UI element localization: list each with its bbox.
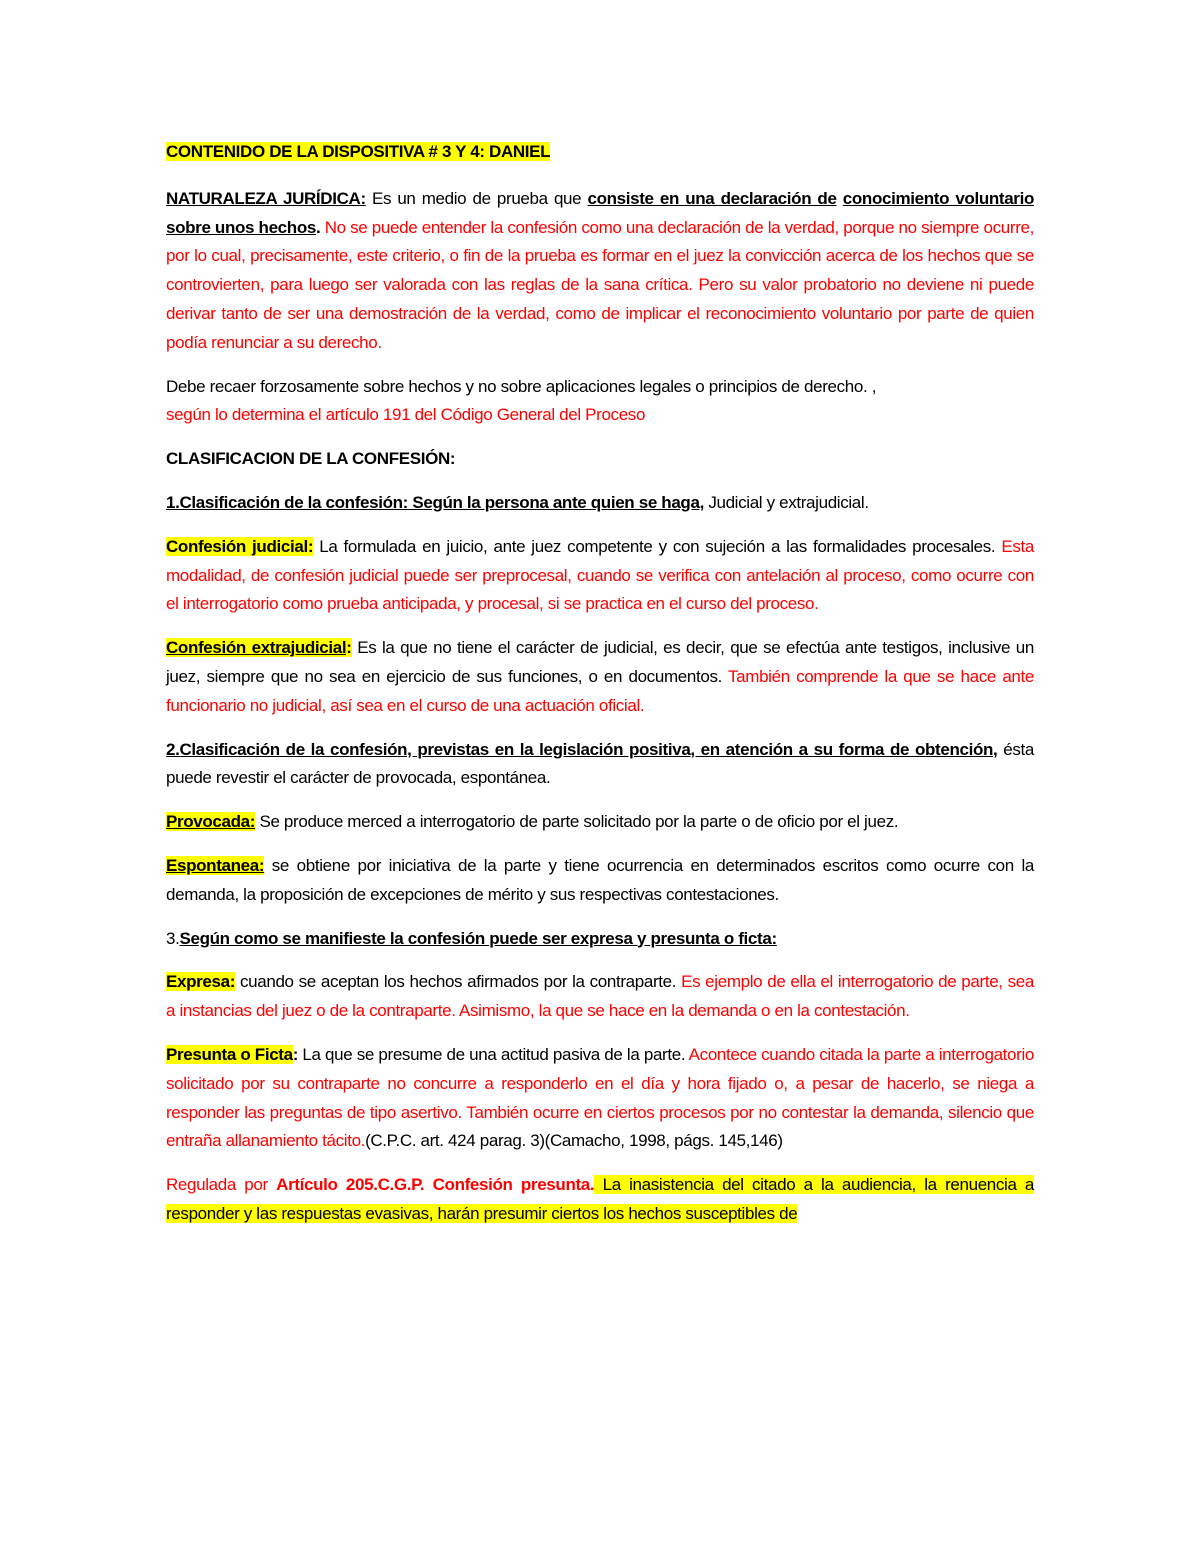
paragraph-sec1 [166, 489, 1034, 518]
debe-text: Debe recaer forzosamente sobre hechos y no sobre aplicaciones legales o principios de derecho. , [166, 376, 877, 396]
document-page [166, 138, 1034, 1244]
judicial-label: Confesión judicial: [166, 536, 314, 556]
paragraph-sec2 [166, 736, 1034, 794]
debe-red-text: según lo determina el artículo 191 del Código General del Proceso [166, 405, 646, 425]
title-text: CONTENIDO DE LA DISPOSITIVA # 3 Y 4: DANIEL [166, 142, 551, 161]
paragraph-judicial [166, 533, 1034, 619]
sec3-prefix: 3. [166, 928, 180, 948]
sec1-tail: Judicial y extrajudicial. [703, 492, 869, 512]
provocada-text: Se produce merced a interrogatorio de parte solicitado por la parte o de oficio por el juez. [255, 812, 899, 832]
regulada-prefix: Regulada por [166, 1175, 277, 1195]
paragraph-espontanea [166, 852, 1034, 910]
sec2-heading: 2.Clasificación de la confesión, previstas en la legislación positiva, en atención a su forma de obtención, [166, 739, 998, 759]
espontanea-text: se obtiene por iniciativa de la parte y tiene ocurrencia en determinados escritos como ocurre con la demanda, la proposición de excepciones de mérito y sus respectivas contestaciones. [166, 855, 1034, 904]
clasificacion-heading: CLASIFICACION DE LA CONFESIÓN: [166, 449, 456, 469]
ficta-colon: : [292, 1044, 299, 1064]
document-title [166, 138, 1034, 167]
ficta-label: Presunta o Ficta [166, 1044, 293, 1064]
sec2-tail: ésta puede revestir el carácter de provocada, espontánea. [166, 739, 1035, 788]
extrajudicial-text: Es la que no tiene el carácter de judicial, es decir, que se efectúa ante testigos, inclusive un juez, siempre que no sea en ejercicio de sus funciones, o en documentos. [166, 638, 1034, 686]
extrajudicial-red-text: También comprende la que se hace ante funcionario no judicial, así sea en el curso de una actuación oficial. [166, 666, 1035, 715]
paragraph-provocada [166, 808, 1034, 837]
judicial-text: La formulada en juicio, ante juez competente y con sujeción a las formalidades procesales. [313, 536, 996, 556]
paragraph-naturaleza [166, 185, 1034, 358]
paragraph-sec3 [166, 925, 1034, 954]
provocada-label: Provocada: [166, 812, 256, 832]
judicial-red-text: Esta modalidad, de confesión judicial puede ser preprocesal, cuando se verifica con antelación al proceso, como ocurre con el interrogatorio como prueba anticipada, y procesal, si se practica en el curso del proceso. [166, 536, 1034, 614]
extrajudicial-label: Confesión extrajudicial [166, 638, 347, 658]
expresa-red-text: Es ejemplo de ella el interrogatorio de parte, sea a instancias del juez o de la contraparte. Asimismo, la que se hace en la demanda o en la contestación. [166, 972, 1035, 1021]
expresa-text: cuando se aceptan los hechos afirmados por la contraparte. [235, 972, 677, 992]
expresa-label: Expresa: [166, 972, 236, 992]
paragraph-debe [166, 373, 1034, 431]
paragraph-extrajudicial [166, 634, 1034, 720]
naturaleza-red-text: No se puede entender la confesión como una declaración de la verdad, porque no siempre ocurre, por lo cual, precisamente, este criterio, o fin de la prueba es formar en el juez la convicción acerca de los hechos que se controvierten, para luego ser valorada con las reglas de la sana crítica. Pero su valor probatorio no deviene ni puede derivar tanto de ser una demostración de la verdad, como de implicar el reconocimiento voluntario por parte de quien podía renunciar a su derecho. [166, 217, 1034, 352]
naturaleza-underline-2: conocimiento voluntario sobre unos hechos [166, 188, 1034, 237]
paragraph-ficta [166, 1041, 1034, 1156]
espontanea-label: Espontanea: [166, 855, 265, 875]
ficta-citation: (C.P.C. art. 424 parag. 3)(Camacho, 1998, págs. 145,146) [365, 1131, 783, 1151]
extrajudicial-colon: : [346, 638, 352, 658]
naturaleza-label: NATURALEZA JURÍDICA: [166, 188, 366, 208]
ficta-red-text: Acontece cuando citada la parte a interrogatorio solicitado por su contraparte no concurre a responderlo en el día y hora fijado o, a pesar de hacerlo, se niega a responder las preguntas de tipo asertivo. También ocurre en ciertos procesos por no contestar la demanda, silencio que entraña allanamiento tácito. [166, 1044, 1034, 1151]
paragraph-expresa [166, 968, 1034, 1026]
naturaleza-text: Es un medio de prueba que [365, 188, 588, 208]
regulada-highlighted-text: La inasistencia del citado a la audiencia, la renuencia a responder y las respuestas evasivas, harán presumir ciertos los hechos susceptibles de [166, 1175, 1035, 1223]
naturaleza-underline-1: consiste en una declaración de [587, 188, 837, 208]
ficta-text: La que se presume de una actitud pasiva de la parte. [298, 1044, 686, 1064]
regulada-article: Artículo 205.C.G.P. Confesión presunta. [276, 1175, 595, 1195]
sec3-heading: Según como se manifieste la confesión puede ser expresa y presunta o ficta: [179, 928, 777, 948]
sec1-heading: 1.Clasificación de la confesión: Según la persona ante quien se haga, [166, 492, 704, 512]
naturaleza-dot: . [315, 217, 321, 237]
paragraph-regulada [166, 1171, 1034, 1229]
